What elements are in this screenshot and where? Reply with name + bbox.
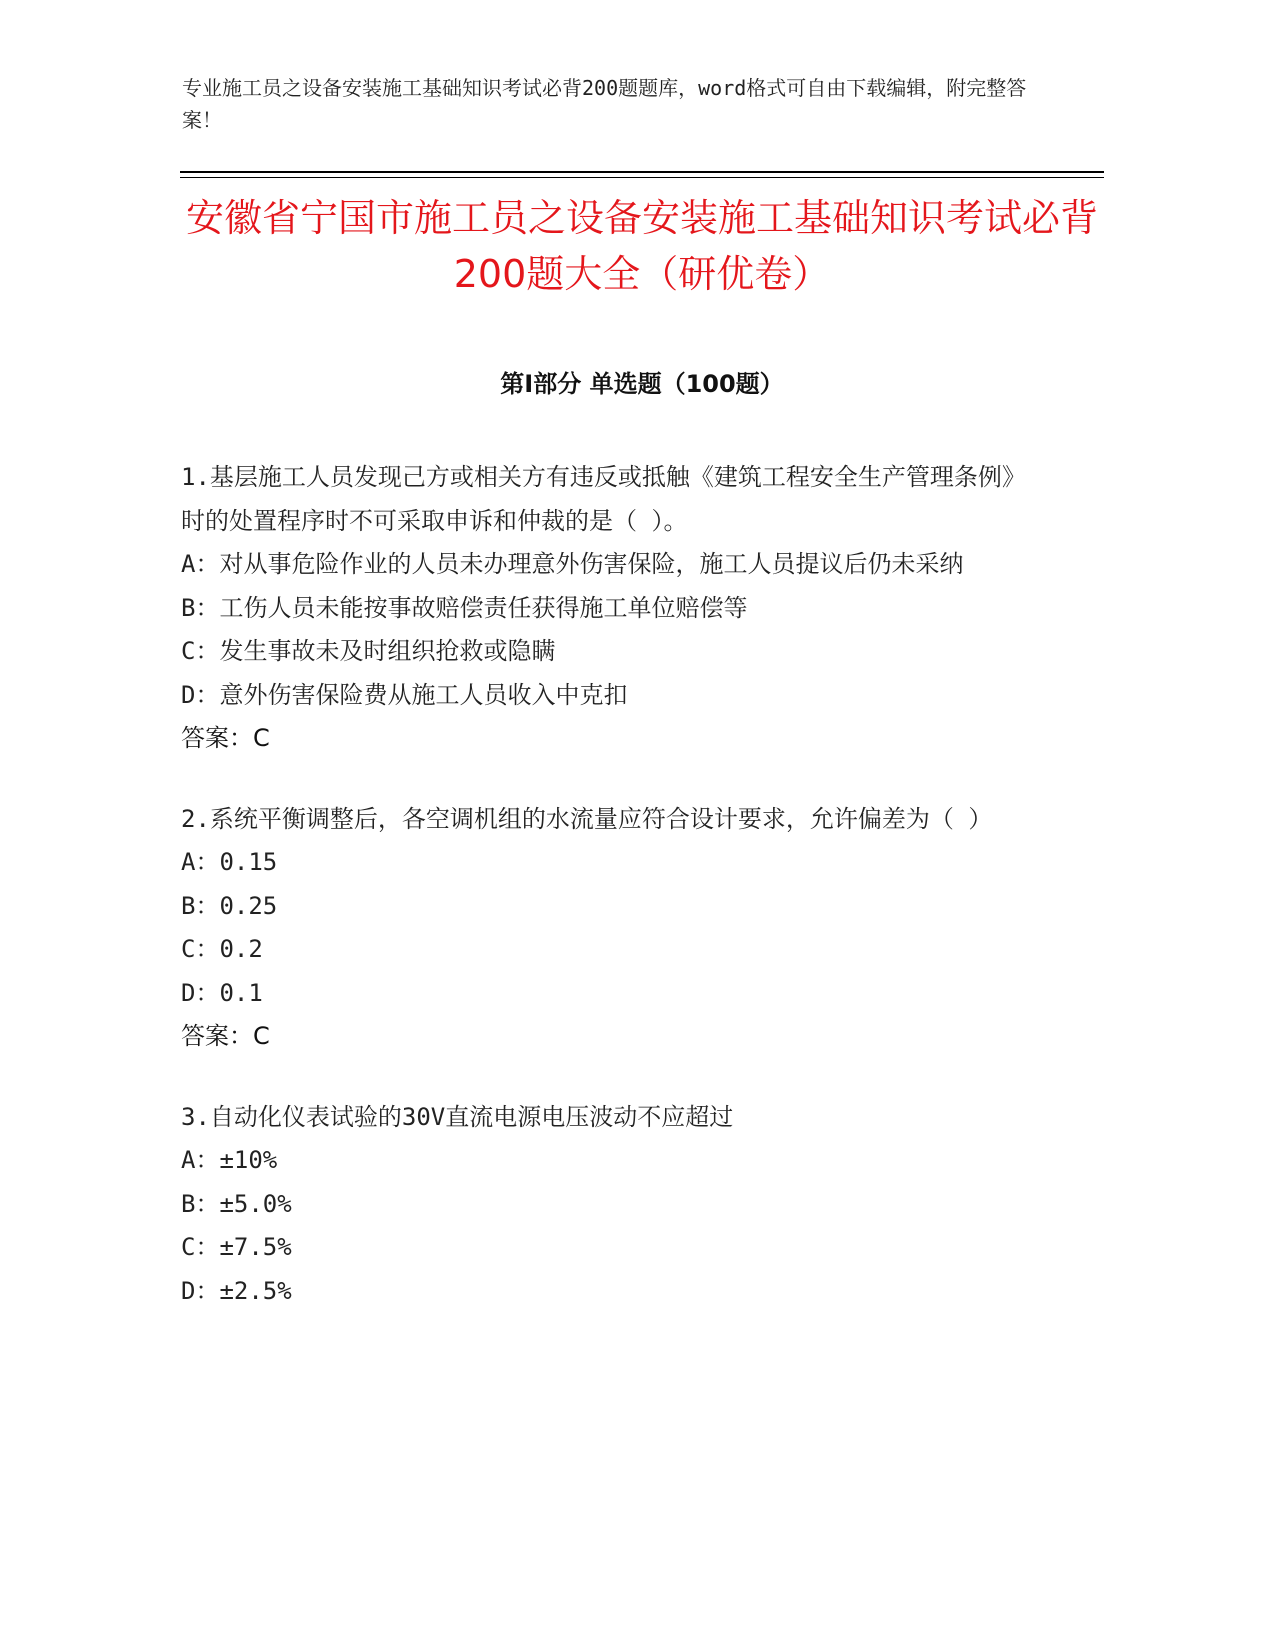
question-list: [181, 456, 1041, 1350]
header-divider-thin: [180, 177, 1104, 178]
option-c: C：±7.5%: [181, 1233, 292, 1261]
option-d: D：0.1: [181, 978, 263, 1007]
answer-key: 答案：C: [181, 724, 270, 752]
option-b: B：0.25: [181, 891, 278, 920]
header-note: 专业施工员之设备安装施工基础知识考试必背200题题库，word格式可自由下载编辑，附完整答案！: [182, 76, 1027, 132]
option-d: D：意外伤害保险费从施工人员收入中克扣: [181, 680, 628, 709]
question-stem: 2.系统平衡调整后，各空调机组的水流量应符合设计要求，允许偏差为（ ）: [181, 804, 993, 833]
header-divider-thick: [180, 171, 1104, 173]
question-stem: 1.基层施工人员发现己方或相关方有违反或抵触《建筑工程安全生产管理条例》时的处置程序时不可采取申诉和仲裁的是（ ）。: [181, 463, 1026, 535]
question-stem: 3.自动化仪表试验的30V直流电源电压波动不应超过: [181, 1102, 734, 1131]
option-c: C：0.2: [181, 935, 263, 963]
option-a: A：对从事危险作业的人员未办理意外伤害保险，施工人员提议后仍未采纳: [181, 550, 964, 578]
option-a: A：±10%: [181, 1146, 278, 1174]
option-a: A：0.15: [181, 848, 278, 876]
option-b: B：工伤人员未能按事故赔偿责任获得施工单位赔偿等: [181, 593, 748, 622]
document-title: 安徽省宁国市施工员之设备安装施工基础知识考试必背200题大全（研优卷）: [185, 196, 1098, 296]
answer-key: 答案：C: [181, 1022, 270, 1050]
question-3: [181, 1096, 1041, 1314]
question-1: [181, 456, 1041, 761]
section-title: 第Ⅰ部分 单选题（100题）: [500, 370, 784, 398]
option-c: C：发生事故未及时组织抢救或隐瞒: [181, 637, 556, 665]
question-2: [181, 798, 1041, 1059]
option-d: D：±2.5%: [181, 1276, 292, 1305]
option-b: B：±5.0%: [181, 1189, 292, 1218]
